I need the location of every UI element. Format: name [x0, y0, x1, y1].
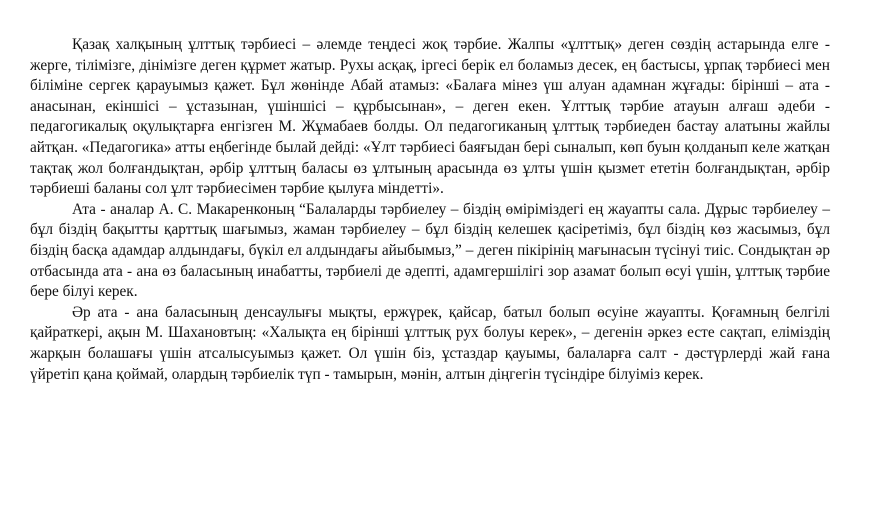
paragraph-2: Ата - аналар А. С. Макаренконың “Балаларды тәрбиелеу – біздің өміріміздегі ең жауапты сала. Дұрыс тәрбиелеу – бұл біздің бақытты қарттық шағымыз, жаман тәрбиелеу – бұл біздің келешек қасіретіміз, бұл біздің көз жасымыз, бұл біздің басқа адамдар алдындағы, бүкіл ел алдындағы айыбымыз,” – деген пікірінің мағынасын түсінуі тиіс. Сондықтан әр отбасында ата - ана өз баласының инабатты, тәрбиелі де әдепті, адамгершілігі зор азамат болып өсуі үшін, ұлттық тәрбие бере білуі керек. — [30, 200, 830, 301]
paragraph-3: Әр ата - ана баласының денсаулығы мықты, ержүрек, қайсар, батыл болып өсуіне жауапты. Қоғамның белгілі қайраткері, ақын М. Шахановтың: «Халықта ең бірінші ұлттық рух болуы керек», – дегенін әркез есте сақтап, еліміздің жарқын болашағы үшін атсалысуымыз қажет. Ол үшін біз, ұстаздар қауымы, балаларға салт - дәстүрлерді жай ғана үйретіп қана қоймай, олардың тәрбиелік түп - тамырын, мәнін, алтын діңгегін түсіндіре білуіміз керек. — [30, 303, 830, 383]
document-page — [30, 35, 830, 385]
paragraph-1: Қазақ халқының ұлттық тәрбиесі – әлемде теңдесі жоқ тәрбие. Жалпы «ұлттық» деген сөздің астарында елге - жерге, тілімізге, дінімізге деген құрмет жатыр. Рухы асқақ, іргесі берік ел боламыз десек, ең бастысы, ұрпақ тәрбиесі мен біліміне сергек қарауымыз қажет. Бұл жөнінде Абай атамыз: «Балаға мінез үш алуан адамнан жұғады: бірінші – ата - анасынан, екіншісі – ұстазынан, үшіншісі – құрбысынан», – деген екен. Ұлттық тәрбие атауын алғаш әдеби - педагогикалық оқулықтарға енгізген М. Жұмабаев болды. Ол педагогиканың ұлттық тәрбиеден бастау алатыны жайлы айтқан. «Педагогика» атты еңбегінде былай дейді: «Ұлт тәрбиесі баяғыдан бері сыналып, көп буын қолданып келе жатқан тақтақ жол болғандықтан, әрбір ұлттың баласы өз ұлтының арасында өз ұлты үшін қызмет ететін болғандықтан, әрбір тәрбиеші баланы сол ұлт тәрбиесімен тәрбие қылуға міндетті». — [30, 36, 830, 198]
